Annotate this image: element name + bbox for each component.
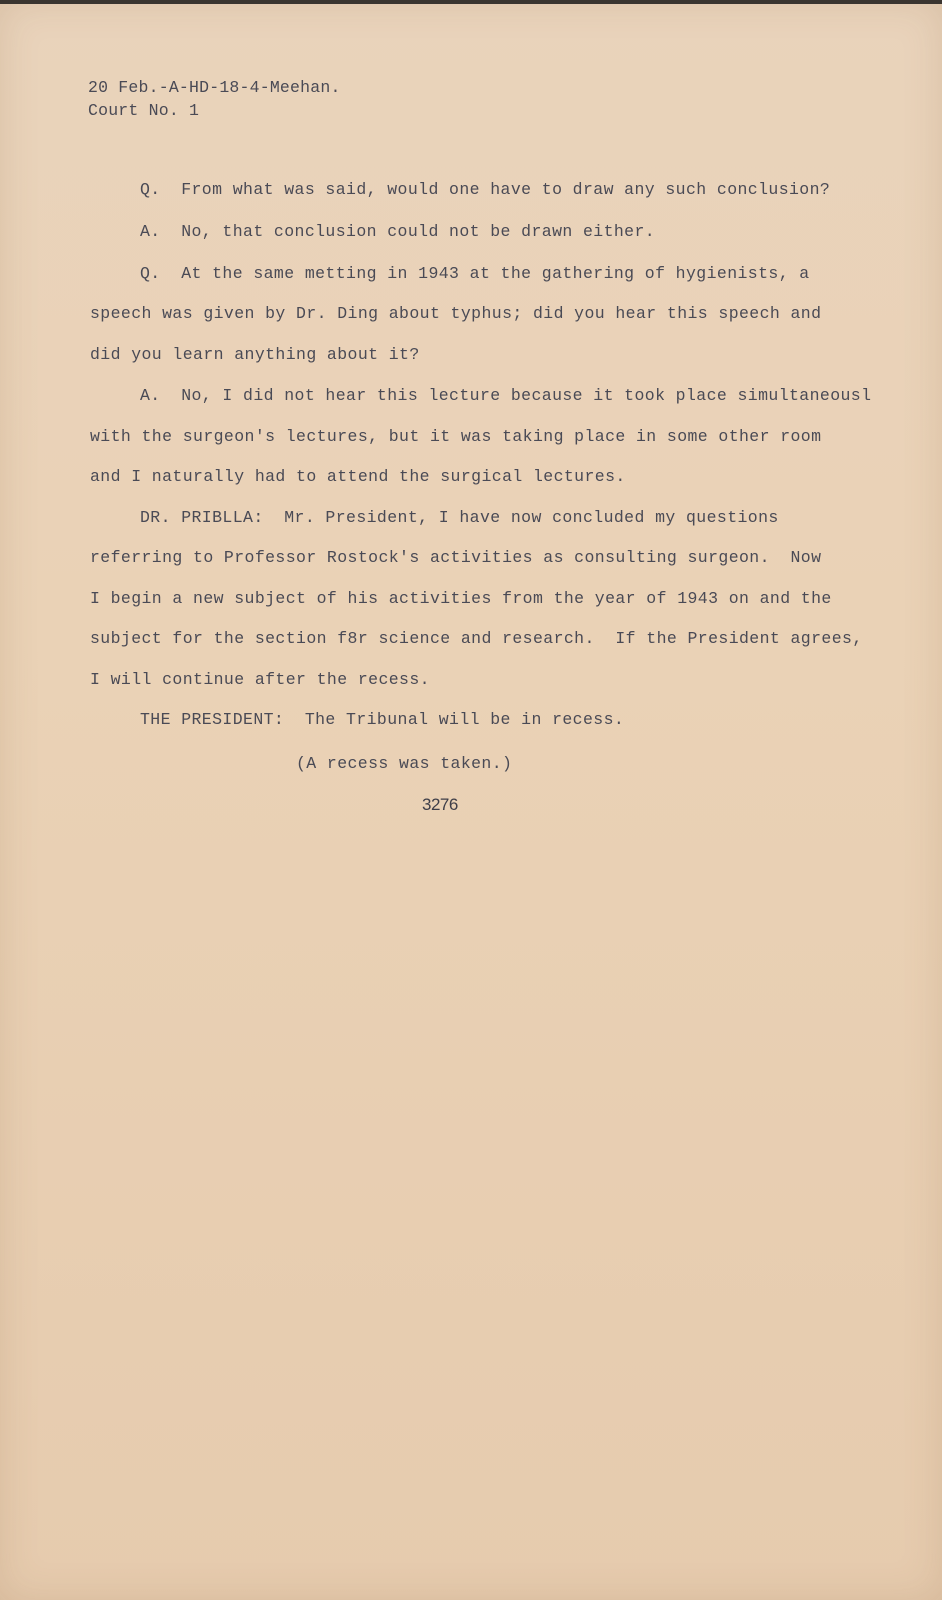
page-number: 3276 — [422, 795, 458, 814]
body-text-line: subject for the section f8r science and research. If the President agrees, — [90, 629, 863, 648]
answer-line: A. No, that conclusion could not be drawn either. — [140, 222, 656, 241]
question-line: Q. From what was said, would one have to draw any such conclusion? — [140, 180, 831, 199]
body-text-line: speech was given by Dr. Ding about typhus; did you hear this speech and — [90, 304, 822, 323]
recess-note: (A recess was taken.) — [296, 754, 513, 773]
header-court-line: Court No. 1 — [88, 101, 200, 120]
body-text-line: did you learn anything about it? — [90, 345, 420, 364]
header-session-line: 20 Feb.-A-HD-18-4-Meehan. — [88, 78, 341, 97]
page-top-edge — [0, 0, 942, 4]
answer-line: A. No, I did not hear this lecture because it took place simultaneousl — [140, 386, 872, 405]
speaker-line: THE PRESIDENT: The Tribunal will be in recess. — [140, 710, 625, 729]
question-line: Q. At the same metting in 1943 at the gathering of hygienists, a — [140, 264, 810, 283]
speaker-line: DR. PRIBLLA: Mr. President, I have now concluded my questions — [140, 508, 779, 527]
body-text-line: and I naturally had to attend the surgical lectures. — [90, 467, 626, 486]
body-text-line: I will continue after the recess. — [90, 670, 430, 689]
body-text-line: with the surgeon's lectures, but it was taking place in some other room — [90, 427, 822, 446]
body-text-line: referring to Professor Rostock's activities as consulting surgeon. Now — [90, 548, 822, 567]
body-text-line: I begin a new subject of his activities from the year of 1943 on and the — [90, 589, 832, 608]
